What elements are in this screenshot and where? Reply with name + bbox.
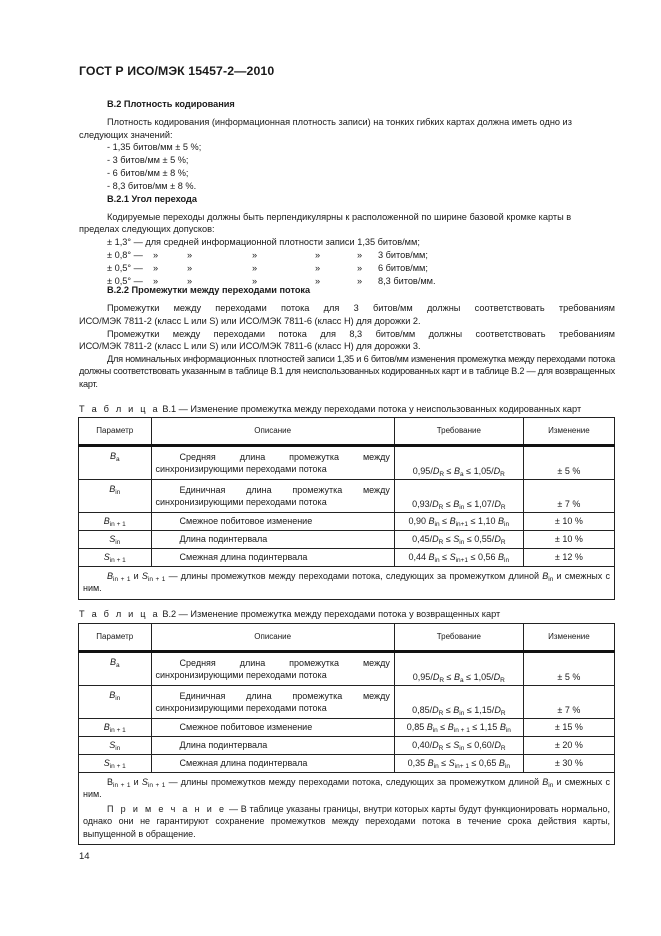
change-cell: ± 10 % <box>523 513 614 531</box>
column-header: Параметр <box>79 624 152 652</box>
note-text: — В таблице указаны границы, внутри которых карты будут функционировать нормально, однако они не гарантируют сохранение промежутков между переходами потока в течение срока действия карты, выпущенной в обращение. <box>83 803 610 839</box>
change-cell: ± 15 % <box>523 719 614 737</box>
req-cell: $0,40/D_R \le S_{in} \le 0,60/D_R$ <box>394 737 523 755</box>
table-b2 <box>78 623 615 845</box>
table-row <box>79 480 615 513</box>
column-header: Описание <box>151 624 394 652</box>
table-header-row <box>79 418 615 446</box>
change-cell: ± 10 % <box>523 531 614 549</box>
table1-footnote: $B_{in + 1}$ и $S_{in + 1}$ — длины промежутков между переходами потока, следующих за промежутком длиной $B_{in}$ и смежных с ним. <box>79 567 615 600</box>
section-b2-intro-line1: Плотность кодирования (информационная плотность записи) на тонких гибких картах должна иметь одно из <box>107 117 572 127</box>
density-item: - 1,35 битов/мм ± 5 %; <box>107 142 202 152</box>
param-cell: $B_{in + 1}$ <box>79 719 152 737</box>
ditto-mark: » <box>153 276 159 286</box>
table-row <box>79 719 615 737</box>
req-cell: $0,85/D_R \le B_{in} \le 1,15/D_R$ <box>394 686 523 719</box>
desc-cell: Длина подинтервала <box>151 737 394 755</box>
desc-cell: Смежная длина подинтервала <box>151 755 394 773</box>
req-cell: 0,35 $B_{in} \le S_{in+ 1} \le 0,65$ $B_{in}$ <box>394 755 523 773</box>
change-cell: ± 5 % <box>523 652 614 686</box>
change-cell: ± 20 % <box>523 737 614 755</box>
table-b1 <box>78 417 615 600</box>
table-header-row <box>79 624 615 652</box>
ditto-mark: » <box>153 250 159 260</box>
table-footnote-row <box>79 773 615 845</box>
desc-cell: Единичная длина промежутка между синхронизирующими переходами потока <box>151 686 394 719</box>
table-row <box>79 686 615 719</box>
tolerance-angle: ± 0,5° — <box>107 276 143 286</box>
table2-caption <box>79 608 500 620</box>
table2-caption-text: В.2 — Изменение промежутка между переходами потока у возвращенных карт <box>162 609 501 619</box>
ditto-mark: » <box>187 263 193 273</box>
ditto-mark: » <box>315 250 321 260</box>
ditto-mark: » <box>315 276 321 286</box>
tolerance-angle: ± 0,5° — <box>107 263 143 273</box>
req-cell: $0,45/D_R \le S_{in} \le 0,55/D_R$ <box>394 531 523 549</box>
ditto-mark: » <box>357 250 363 260</box>
desc-cell: Смежная длина подинтервала <box>151 549 394 567</box>
page-number: 14 <box>79 851 90 862</box>
column-header: Требование <box>394 418 523 446</box>
table-footnote-row <box>79 567 615 600</box>
req-cell: $0,95/D_R \le B_a \le 1,05/D_R$ <box>394 446 523 480</box>
section-b22-title: В.2.2 Промежутки между переходами потока <box>107 285 311 295</box>
ditto-mark: » <box>153 263 159 273</box>
desc-cell: Единичная длина промежутка между синхронизирующими переходами потока <box>151 480 394 513</box>
table-row <box>79 446 615 480</box>
param-cell: $S_{in + 1}$ <box>79 549 152 567</box>
note-label: П р и м е ч а н и е <box>107 803 227 814</box>
table-row <box>79 737 615 755</box>
tolerance-density: 3 битов/мм; <box>378 250 428 260</box>
change-cell: ± 5 % <box>523 446 614 480</box>
param-cell: $S_{in}$ <box>79 531 152 549</box>
ditto-mark: » <box>357 263 363 273</box>
section-b22-p2-line1: Промежутки между переходами потока для 8,3 битов/мм должны соответствовать требованиям <box>107 329 615 339</box>
tolerance-line: ± 1,3° — для средней информационной плотности записи 1,35 битов/мм; <box>107 237 420 247</box>
req-cell: $0,93/D_R \le B_{in} \le 1,07/D_R$ <box>394 480 523 513</box>
table2-note <box>83 803 610 840</box>
column-header: Требование <box>394 624 523 652</box>
tolerance-angle: ± 0,8° — <box>107 250 143 260</box>
column-header: Описание <box>151 418 394 446</box>
table-row <box>79 652 615 686</box>
desc-cell: Смежное побитовое изменение <box>151 513 394 531</box>
tolerance-line <box>107 249 607 261</box>
section-b2-intro-line2: следующих значений: <box>79 130 173 140</box>
section-b21-intro-line1: Кодируемые переходы должны быть перпендикулярны к расположенной по ширине базовой кромке карты в <box>107 212 572 222</box>
param-cell: $S_{in + 1}$ <box>79 755 152 773</box>
change-cell: ± 7 % <box>523 480 614 513</box>
section-b22-p2-line2: ИСО/МЭК 7811-2 (класс L или S) или ИСО/МЭК 7811-6 (класс H) для дорожки 3. <box>79 341 421 351</box>
table2-footnote: $B_{in + 1}$ и $S_{in + 1}$ — длины промежутков между переходами потока, следующих за промежутком длиной $B_{in}$ и смежных с ним. П р и м е ч а н и е — В таблице указаны границы, внутри которых карты будут функционировать нормально, однако они не гарантируют сохранение промежутков между переходами потока в течение срока действия карты, выпущенной в обращение. <box>79 773 615 845</box>
table-row <box>79 513 615 531</box>
column-header: Изменение <box>523 624 614 652</box>
table-row <box>79 531 615 549</box>
table2-caption-label: Т а б л и ц а <box>79 609 160 619</box>
param-cell: $B_{in}$ <box>79 686 152 719</box>
ditto-mark: » <box>252 276 258 286</box>
density-item: - 6 битов/мм ± 8 %; <box>107 168 189 178</box>
tolerance-density: 8,3 битов/мм. <box>378 276 436 286</box>
desc-cell: Смежное побитовое изменение <box>151 719 394 737</box>
param-cell: $B_{in}$ <box>79 480 152 513</box>
section-b2-title: В.2 Плотность кодирования <box>107 99 235 109</box>
ditto-mark: » <box>357 276 363 286</box>
table1-caption-text: В.1 — Изменение промежутка между переходами потока у неиспользованных кодированных карт <box>162 404 582 414</box>
column-header: Параметр <box>79 418 152 446</box>
ditto-mark: » <box>187 276 193 286</box>
section-b22-p1-line1: Промежутки между переходами потока для 3 битов/мм должны соответствовать требованиям <box>107 303 615 313</box>
ditto-mark: » <box>252 250 258 260</box>
req-cell: 0,90 $B_{in} \le B_{in+1} \le 1,10$ $B_{in}$ <box>394 513 523 531</box>
section-b22-p1-line2: ИСО/МЭК 7811-2 (класс L или S) или ИСО/МЭК 7811-6 (класс H) для дорожки 2. <box>79 316 421 326</box>
change-cell: ± 30 % <box>523 755 614 773</box>
document-header: ГОСТ Р ИСО/МЭК 15457-2—2010 <box>79 64 275 78</box>
ditto-mark: » <box>252 263 258 273</box>
desc-cell: Средняя длина промежутка между синхронизирующими переходами потока <box>151 652 394 686</box>
change-cell: ± 12 % <box>523 549 614 567</box>
req-cell: $0,95/D_R \le B_a \le 1,05/D_R$ <box>394 652 523 686</box>
req-cell: 0,85 $B_{in} \le B_{in + 1} \le 1,15$ $B_{in}$ <box>394 719 523 737</box>
tolerance-density: 6 битов/мм; <box>378 263 428 273</box>
param-cell: $B_{in + 1}$ <box>79 513 152 531</box>
section-b22-p3: Для номинальных информационных плотностей записи 1,35 и 6 битов/мм изменения промежутка между переходами потока должны соответствовать указанным в таблице В.1 для неиспользованных кодированных карт и в таблице В.2 — для возвращенных карт. <box>79 354 616 389</box>
param-cell: $B_a$ <box>79 652 152 686</box>
density-item: - 8,3 битов/мм ± 8 %. <box>107 181 197 191</box>
table-row <box>79 549 615 567</box>
change-cell: ± 7 % <box>523 686 614 719</box>
table1-caption <box>79 403 581 415</box>
table-row <box>79 755 615 773</box>
param-cell: $B_a$ <box>79 446 152 480</box>
desc-cell: Длина подинтервала <box>151 531 394 549</box>
section-b21-intro-line2: пределах следующих допусков: <box>79 224 215 234</box>
column-header: Изменение <box>523 418 614 446</box>
ditto-mark: » <box>315 263 321 273</box>
param-cell: $S_{in}$ <box>79 737 152 755</box>
section-b21-title: В.2.1 Угол перехода <box>107 194 197 204</box>
desc-cell: Средняя длина промежутка между синхронизирующими переходами потока <box>151 446 394 480</box>
tolerance-line <box>107 262 607 274</box>
req-cell: 0,44 $B_{in} \le S_{in+1} \le 0,56$ $B_{in}$ <box>394 549 523 567</box>
table1-caption-label: Т а б л и ц а <box>79 404 160 414</box>
ditto-mark: » <box>187 250 193 260</box>
density-item: - 3 битов/мм ± 5 %; <box>107 155 189 165</box>
